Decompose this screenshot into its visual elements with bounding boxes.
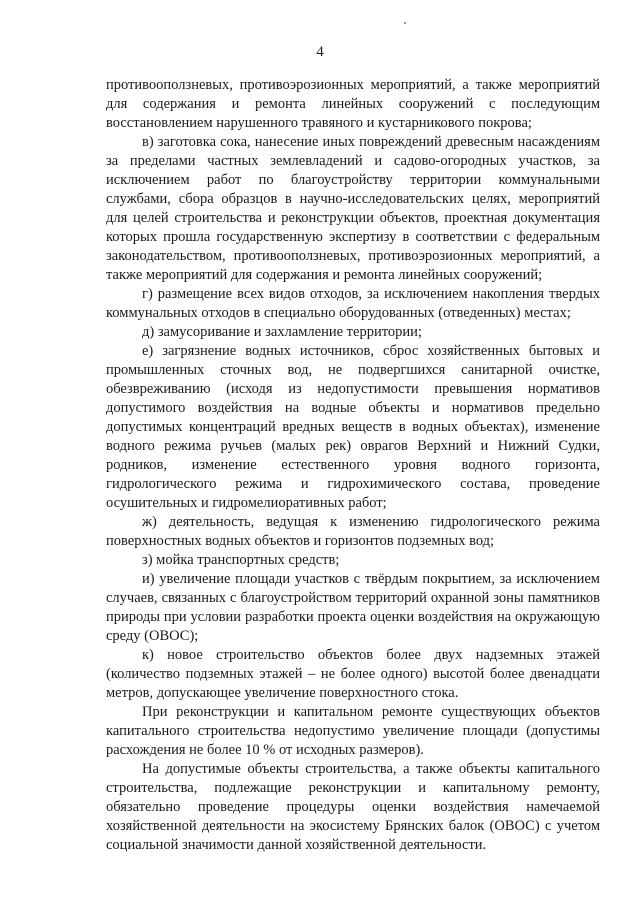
paragraph-item-v: в) заготовка сока, нанесение иных повреждений древесным насаждениям за пределами частных землевладений и садово-огородных участков, за исключением работ по благоустройству территории коммунальными службами, сбора образцов в научно-исследовательских целях, мероприятий для целей строительства и реконструкции объектов, проектная документация которых прошла государственную экспертизу в соответствии с федеральным законодательством, противооползневых, противоэрозионных мероприятий, а также мероприятий для содержания и ремонта линейных сооружений; [106, 134, 600, 283]
scan-speck [404, 22, 406, 24]
paragraph-ovos: На допустимые объекты строительства, а также объекты капитального строительства, подлежащие реконструкции и капитальному ремонту, обязательно проведение процедуры оценки воздействия намечаемой хозяйственной деятельности на экосистему Брянских балок (ОВОС) с учетом социальной значимости данной хозяйственной деятельности. [106, 761, 600, 853]
paragraph-item-z: з) мойка транспортных средств; [142, 552, 340, 568]
paragraph-item-zh: ж) деятельность, ведущая к изменению гидрологического режима поверхностных водных объектов и горизонтов подземных вод; [106, 514, 600, 549]
paragraph-item-i: и) увеличение площади участков с твёрдым покрытием, за исключением случаев, связанных с благоустройством территорий охранной зоны памятников природы при условии разработки проекта оценки воздействия на окружающую среду (ОВОС); [106, 571, 600, 644]
paragraph-item-k: к) новое строительство объектов более двух надземных этажей (количество подземных этажей – не более одного) высотой более двенадцати метров, допускающее увеличение поверхностного стока. [106, 647, 600, 701]
paragraph-continuation: противооползневых, противоэрозионных мероприятий, а также мероприятий для содержания и ремонта линейных сооружений с последующим восстановлением нарушенного травяного и кустарникового покрова; [106, 77, 600, 131]
body-text [106, 76, 600, 855]
paragraph-item-e: е) загрязнение водных источников, сброс хозяйственных бытовых и промышленных сточных вод, не подвергшихся санитарной очистке, обезвреживанию (исходя из недопустимости превышения нормативов допустимого воздействия на водные объекты и нормативов предельно допустимых концентраций вредных веществ в водных объектах), изменение водного режима ручьев (малых рек) оврагов Верхний и Нижний Судки, родников, изменение естественного уровня водного горизонта, гидрологического режима и гидрохимического состава, проведение осушительных и гидромелиоративных работ; [106, 343, 600, 511]
page-number: 4 [316, 44, 324, 60]
paragraph-item-g: г) размещение всех видов отходов, за исключением накопления твердых коммунальных отходов в специально оборудованных (отведенных) местах; [106, 286, 600, 321]
paragraph-item-d: д) замусоривание и захламление территории; [142, 324, 422, 340]
paragraph-reconstruction: При реконструкции и капитальном ремонте существующих объектов капитального строительства недопустимо увеличение площади (допустимы расхождения не более 10 % от исходных размеров). [106, 704, 600, 758]
